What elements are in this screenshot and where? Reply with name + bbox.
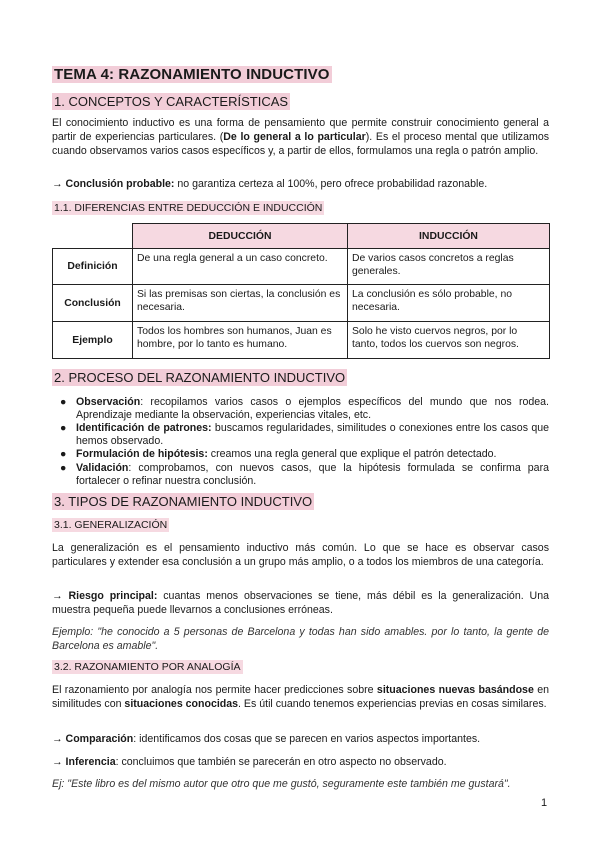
section-3-heading: 3. TIPOS DE RAZONAMIENTO INDUCTIVO	[54, 494, 313, 509]
step-label: Observación	[76, 396, 141, 408]
subsection-1-1-heading: 1.1. DIFERENCIAS ENTRE DEDUCCIÓN E INDUCCIÓN	[54, 202, 323, 214]
comparison-text: : identificamos dos cosas que se parecen en varios aspectos importantes.	[133, 733, 481, 745]
inference-line	[52, 756, 549, 770]
risk-paragraph	[52, 590, 549, 618]
intro-text-a: El conocimiento inductivo es una forma de pensamiento que permite construir conocimiento general a partir de experiencias particulares. (	[52, 117, 549, 143]
analogy-text-c: . Es útil cuando tenemos experiencias previas en cosas similares.	[238, 697, 547, 710]
table-corner-cell	[53, 224, 133, 249]
section-1-intro	[52, 117, 549, 158]
induccion-cell: Solo he visto cuervos negros, por lo tanto, todos los cuervos son negros.	[348, 322, 550, 359]
column-header-deduccion: DEDUCCIÓN	[133, 224, 348, 249]
conclusion-label: Conclusión probable:	[65, 178, 175, 190]
bullet-icon: ●	[60, 396, 67, 408]
table-row	[53, 285, 550, 322]
step-label: Validación	[76, 461, 129, 474]
risk-text: cuantas menos observaciones se tiene, más débil es la generalización. Una muestra pequeña puede llevarnos a conclusiones erróneas.	[52, 590, 549, 616]
row-label: Ejemplo	[53, 322, 133, 359]
analogy-example: Ej: "Este libro es del mismo autor que otro que me gustó, seguramente este también me gustará".	[52, 778, 511, 790]
arrow-icon: →	[52, 756, 66, 768]
analogy-bold-1: situaciones nuevas basándose	[376, 684, 534, 696]
conclusion-text: no garantiza certeza al 100%, pero ofrece probabilidad razonable.	[174, 178, 488, 190]
risk-label: Riesgo principal:	[68, 590, 158, 602]
step-label: Identificación de patrones:	[76, 422, 212, 435]
inference-text: : concluimos que también se parecerán en otro aspecto no observado.	[115, 756, 447, 768]
step-text: : recopilamos varios casos o ejemplos específicos del mundo que nos rodea. Aprendizaje mediante la observación, experiencias vitales, etc.	[76, 396, 549, 421]
comparison-line	[52, 733, 549, 747]
comparison-table	[52, 223, 550, 359]
induccion-cell: De varios casos concretos a reglas generales.	[348, 249, 550, 285]
bullet-icon: ●	[60, 448, 67, 461]
step-label: Formulación de hipótesis:	[76, 448, 208, 461]
list-item	[52, 396, 549, 421]
column-header-induccion: INDUCCIÓN	[348, 224, 550, 249]
arrow-icon: →	[52, 178, 66, 190]
table-row	[53, 322, 550, 359]
subsection-3-2-heading: 3.2. RAZONAMIENTO POR ANALOGÍA	[54, 661, 241, 673]
intro-bold: De lo general a lo particular	[223, 130, 366, 143]
list-item	[52, 448, 549, 461]
table-header-row	[53, 224, 550, 249]
step-text: : comprobamos, con nuevos casos, que la hipótesis formulada se confirma para fortalecer o refinar nuestra conclusión.	[76, 461, 549, 487]
list-item	[52, 422, 549, 447]
row-label: Conclusión	[53, 285, 133, 322]
generalization-paragraph: La generalización es el pensamiento inductivo más común. Lo que se hace es observar casos particulares y extender esa conclusión a un grupo más amplio, o a todos los miembros de una categoría.	[52, 542, 549, 568]
deduccion-cell: Si las premisas son ciertas, la conclusión es necesaria.	[133, 285, 348, 322]
section-2-heading: 2. PROCESO DEL RAZONAMIENTO INDUCTIVO	[54, 370, 346, 385]
page-title: TEMA 4: RAZONAMIENTO INDUCTIVO	[54, 66, 330, 83]
induccion-cell: La conclusión es sólo probable, no necesaria.	[348, 285, 550, 322]
comparison-label: Comparación	[65, 733, 134, 745]
page-number: 1	[541, 797, 548, 809]
table-row	[53, 249, 550, 285]
bullet-icon: ●	[60, 422, 67, 435]
analogy-paragraph	[52, 684, 549, 712]
bullet-icon: ●	[60, 461, 67, 474]
deduccion-cell: Todos los hombres son humanos, Juan es hombre, por lo tanto es humano.	[133, 322, 348, 359]
section-1-heading: 1. CONCEPTOS Y CARACTERÍSTICAS	[54, 94, 289, 109]
list-item	[52, 462, 549, 487]
intro-text-b: ). Es el proceso mental que utilizamos cuando observamos varios casos específicos y, a partir de ellos, formulamos una regla o patrón amplio.	[52, 130, 550, 157]
probable-conclusion-line	[52, 178, 549, 192]
row-label: Definición	[53, 249, 133, 285]
deduccion-cell: De una regla general a un caso concreto.	[133, 249, 348, 285]
step-text: buscamos regularidades, similitudes o conexiones entre los casos que hemos observado.	[76, 422, 550, 447]
analogy-text-a: El razonamiento por analogía nos permite hacer predicciones sobre	[52, 684, 377, 696]
arrow-icon: →	[52, 733, 66, 745]
analogy-bold-2: situaciones conocidas	[124, 697, 239, 710]
process-steps-list	[52, 396, 549, 488]
analogy-text-b: en similitudes con	[52, 684, 550, 710]
subsection-3-1-heading: 3.1. GENERALIZACIÓN	[54, 519, 168, 531]
generalization-example: Ejemplo: "he conocido a 5 personas de Barcelona y todas han sido amables. por lo tanto, la gente de Barcelona es amable".	[52, 626, 549, 652]
step-text: creamos una regla general que explique el patrón detectado.	[207, 448, 497, 461]
inference-label: Inferencia	[65, 756, 116, 768]
arrow-icon: →	[52, 590, 69, 602]
